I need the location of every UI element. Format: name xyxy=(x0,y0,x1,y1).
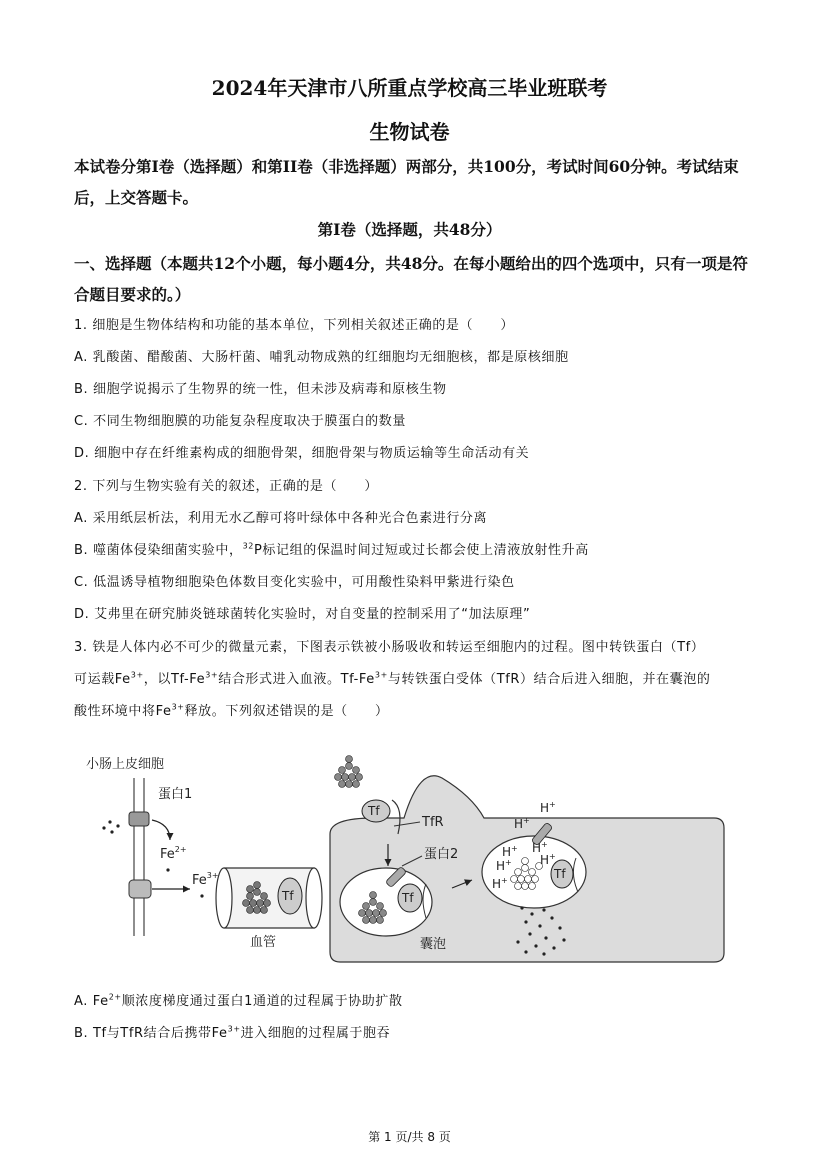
q1-option-c: C. 不同生物细胞膜的功能复杂程度取决于膜蛋白的数量 xyxy=(74,414,406,429)
vessel-label: 血管 xyxy=(250,935,277,950)
proton-label: H+ xyxy=(502,844,518,859)
q2-stem: 2. 下列与生物实验有关的叙述，正确的是（ ） xyxy=(74,479,378,494)
proton-label: H+ xyxy=(492,876,508,891)
fe3-label: $Fe^{3+}$ xyxy=(192,871,219,888)
proton-label: H+ xyxy=(540,852,556,867)
proton-label: H+ xyxy=(514,816,530,831)
q2-option-d: D. 艾弗里在研究肺炎链球菌转化实验时，对自变量的控制采用了“加法原理” xyxy=(74,607,531,622)
fe2-label: $Fe^{2+}$ xyxy=(160,845,187,862)
fe-dot xyxy=(110,830,113,833)
q3-stem-line2: 可运载$Fe^{3+}$，以$Tf-Fe^{3+}$结合形式进入血液。$Tf-Fe^{3+}$与转铁蛋白受体（TfR）结合后进入细胞，并在囊泡的 xyxy=(74,670,711,687)
exporter-protein xyxy=(129,880,151,898)
q3-option-a: A. $Fe^{2+}$顺浓度梯度通过蛋白1通道的过程属于协助扩散 xyxy=(74,992,403,1009)
tf-label-vessel: Tf xyxy=(282,889,294,903)
blood-vessel xyxy=(216,868,322,928)
iron-transport-figure xyxy=(74,748,754,983)
tf-label-external: Tf xyxy=(368,804,380,818)
proton-label: H+ xyxy=(496,858,512,873)
tf-complex-external xyxy=(335,756,391,823)
vesicle-acidic xyxy=(482,800,586,908)
fe-dot xyxy=(166,868,169,871)
tf-label-vesicle1: Tf xyxy=(402,891,414,905)
section-instruction: 一、选择题（本题共12个小题，每小题4分，共48分。在每小题给出的四个选项中，只有一项是符合题目要求的。） xyxy=(74,254,748,304)
q3-option-b: B. Tf与TfR结合后携带$Fe^{3+}$进入细胞的过程属于胞吞 xyxy=(74,1024,391,1041)
q3-stem-line1: 3. 铁是人体内必不可少的微量元素，下图表示铁被小肠吸收和转运至细胞内的过程。图中转铁蛋白（Tf） xyxy=(74,640,705,655)
q1-option-a: A. 乳酸菌、醋酸菌、大肠杆菌、哺乳动物成熟的红细胞均无细胞核，都是原核细胞 xyxy=(74,350,569,365)
q1-option-d: D. 细胞中存在纤维素构成的细胞骨架，细胞骨架与物质运输等生命活动有关 xyxy=(74,446,530,461)
protein2-label: 蛋白2 xyxy=(424,847,459,862)
vesicle-label: 囊泡 xyxy=(420,937,447,952)
q2-option-b: B. 噬菌体侵染细菌实验中，$^{32}$P标记组的保温时间过短或过长都会使上清液放射性升高 xyxy=(74,541,589,558)
epithelial-cell-label: 小肠上皮细胞 xyxy=(86,757,165,772)
exam-intro: 本试卷分第I卷（选择题）和第II卷（非选择题）两部分，共100分，考试时间60分钟。考试结束后，上交答题卡。 xyxy=(74,157,739,207)
fe-dot xyxy=(108,820,111,823)
exam-title: 2024年天津市八所重点学校高三毕业班联考 xyxy=(211,76,608,100)
q2-option-c: C. 低温诱导植物细胞染色体数目变化实验中，可用酸性染料甲紫进行染色 xyxy=(74,575,515,590)
fe2-flow-arrow xyxy=(152,820,170,840)
tfr-label: TfR xyxy=(422,815,444,830)
q3-stem-line3: 酸性环境中将$Fe^{3+}$释放。下列叙述错误的是（ ） xyxy=(74,702,389,719)
tf-label-vesicle2: Tf xyxy=(554,867,566,881)
proton-label: H+ xyxy=(540,800,556,815)
exam-subject: 生物试卷 xyxy=(369,120,450,144)
fe-dot xyxy=(102,826,105,829)
q2-option-a: A. 采用纸层析法，利用无水乙醇可将叶绿体中各种光合色素进行分离 xyxy=(74,511,488,526)
section-title: 第I卷（选择题，共48分） xyxy=(317,220,502,239)
fe-dot xyxy=(200,894,203,897)
protein1-channel xyxy=(129,812,149,826)
page-footer: 第 1 页/共 8 页 xyxy=(368,1130,451,1144)
protein1-label: 蛋白1 xyxy=(158,787,193,802)
q1-stem: 1. 细胞是生物体结构和功能的基本单位，下列相关叙述正确的是（ ） xyxy=(74,318,514,333)
q1-option-b: B. 细胞学说揭示了生物界的统一性，但未涉及病毒和原核生物 xyxy=(74,382,447,397)
proton-label: H+ xyxy=(532,840,548,855)
fe-dot xyxy=(116,824,119,827)
